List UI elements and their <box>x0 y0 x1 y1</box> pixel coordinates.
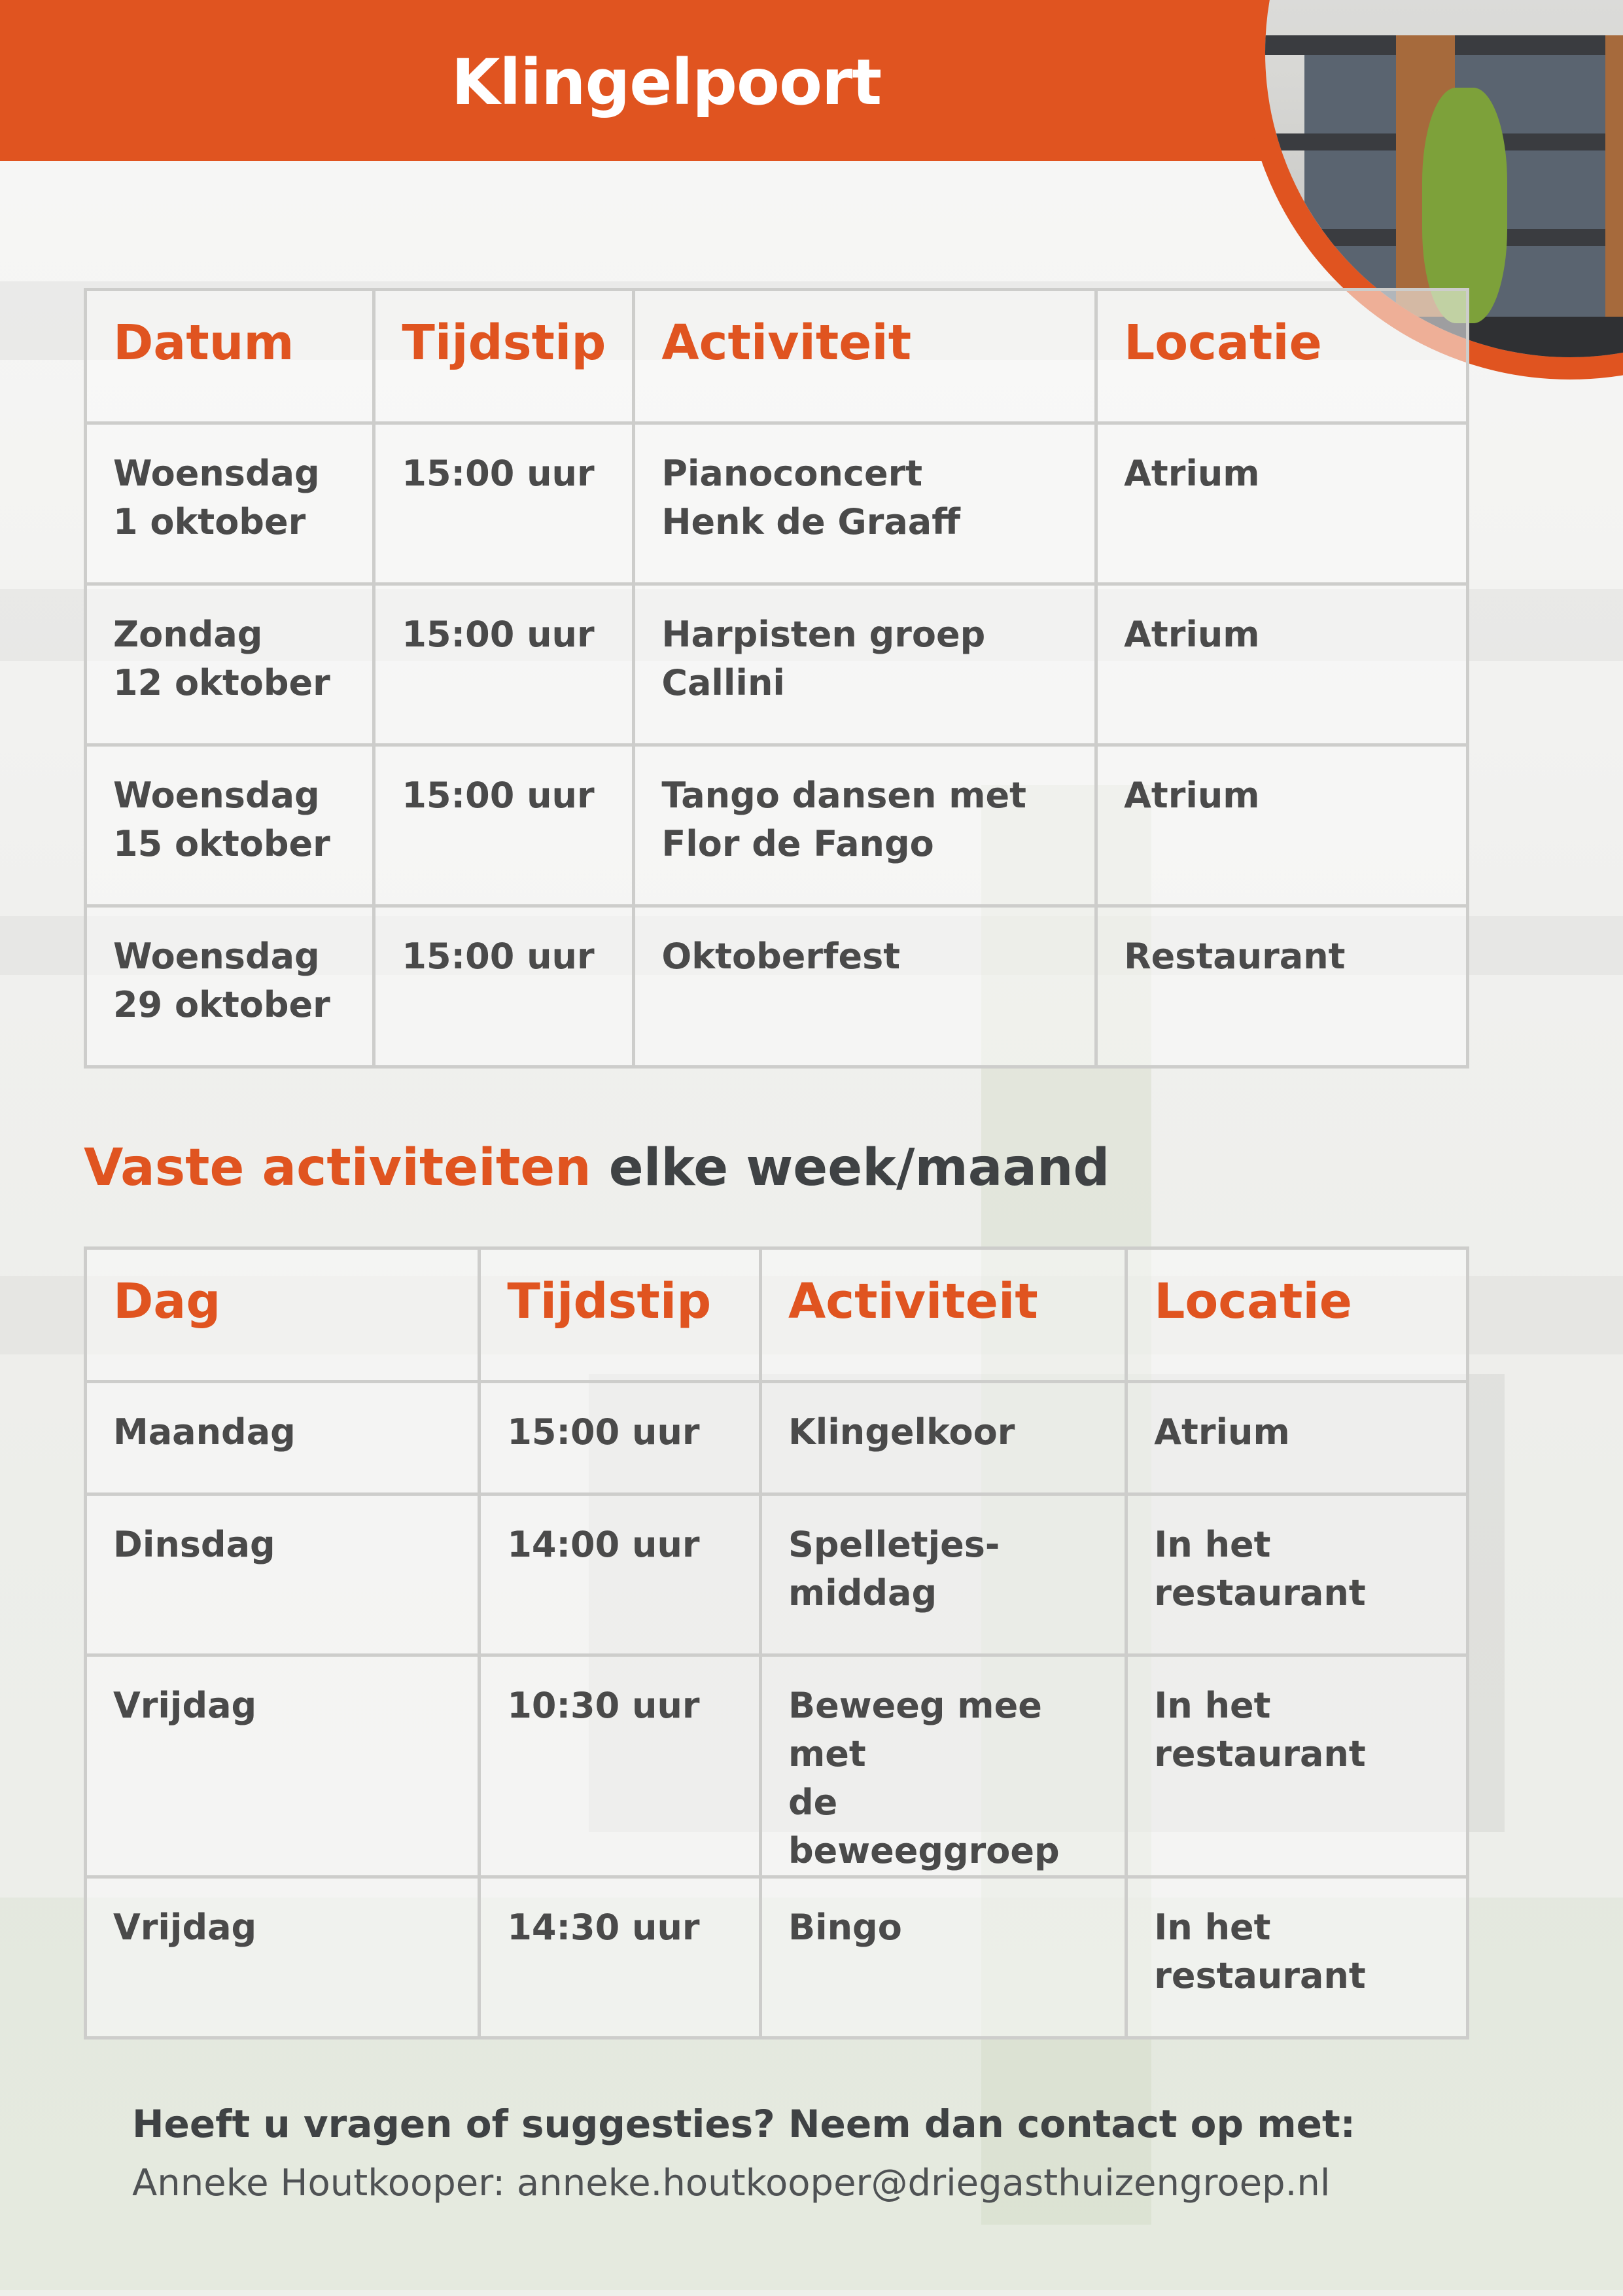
time-cell: 15:00 uur <box>374 745 634 906</box>
section-title-rest: elke week/maand <box>591 1139 1110 1197</box>
location-cell: Restaurant <box>1096 906 1468 1067</box>
activity-cell: Oktoberfest <box>634 906 1096 1067</box>
table-row <box>86 1494 1468 1655</box>
time-cell: 15:00 uur <box>374 906 634 1067</box>
header-dag: Dag <box>86 1248 480 1382</box>
location-cell: Atrium <box>1096 423 1468 584</box>
activity-cell: Tango dansen met Flor de Fango <box>634 745 1096 906</box>
time-cell: 15:00 uur <box>480 1382 761 1494</box>
time-cell: 14:00 uur <box>480 1494 761 1655</box>
day-cell: Dinsdag <box>86 1494 480 1655</box>
table-header-row <box>86 290 1468 423</box>
location-cell: In het restaurant <box>1126 1655 1468 1877</box>
contact-question: Heeft u vragen of suggesties? Neem dan contact op met: <box>132 2102 1355 2146</box>
table-row <box>86 1655 1468 1877</box>
activity-cell: Bingo <box>760 1877 1126 2038</box>
header-tijdstip: Tijdstip <box>374 290 634 423</box>
brand-logo: Klingelpoort <box>451 46 882 119</box>
activity-cell: Spelletjes- middag <box>760 1494 1126 1655</box>
time-cell: 15:00 uur <box>374 423 634 584</box>
table-row <box>86 584 1468 745</box>
day-cell: Vrijdag <box>86 1877 480 2038</box>
header-datum: Datum <box>86 290 374 423</box>
time-cell: 14:30 uur <box>480 1877 761 2038</box>
header-locatie: Locatie <box>1096 290 1468 423</box>
location-cell: Atrium <box>1096 745 1468 906</box>
time-cell: 15:00 uur <box>374 584 634 745</box>
activity-cell: Klingelkoor <box>760 1382 1126 1494</box>
activity-cell: Pianoconcert Henk de Graaff <box>634 423 1096 584</box>
header-activiteit: Activiteit <box>760 1248 1126 1382</box>
day-cell: Vrijdag <box>86 1655 480 1877</box>
time-cell: 10:30 uur <box>480 1655 761 1877</box>
date-cell: Woensdag 29 oktober <box>86 906 374 1067</box>
contact-details: Anneke Houtkooper: anneke.houtkooper@driegasthuizengroep.nl <box>132 2162 1331 2204</box>
location-cell: In het restaurant <box>1126 1877 1468 2038</box>
header-activiteit: Activiteit <box>634 290 1096 423</box>
date-cell: Woensdag 15 oktober <box>86 745 374 906</box>
section-title-accent: Vaste activiteiten <box>84 1139 591 1197</box>
table-row <box>86 906 1468 1067</box>
date-cell: Woensdag 1 oktober <box>86 423 374 584</box>
recurring-activities-table <box>84 1246 1469 2040</box>
table-row <box>86 1877 1468 2038</box>
location-cell: In het restaurant <box>1126 1494 1468 1655</box>
table-row <box>86 1382 1468 1494</box>
location-cell: Atrium <box>1126 1382 1468 1494</box>
activity-cell: Harpisten groep Callini <box>634 584 1096 745</box>
table-row <box>86 745 1468 906</box>
activity-cell: Beweeg mee met de beweeggroep <box>760 1655 1126 1877</box>
header-tijdstip: Tijdstip <box>480 1248 761 1382</box>
header-locatie: Locatie <box>1126 1248 1468 1382</box>
table-row <box>86 423 1468 584</box>
location-cell: Atrium <box>1096 584 1468 745</box>
date-cell: Zondag 12 oktober <box>86 584 374 745</box>
day-cell: Maandag <box>86 1382 480 1494</box>
table-header-row <box>86 1248 1468 1382</box>
section-title <box>84 1139 1109 1197</box>
events-table <box>84 288 1469 1069</box>
